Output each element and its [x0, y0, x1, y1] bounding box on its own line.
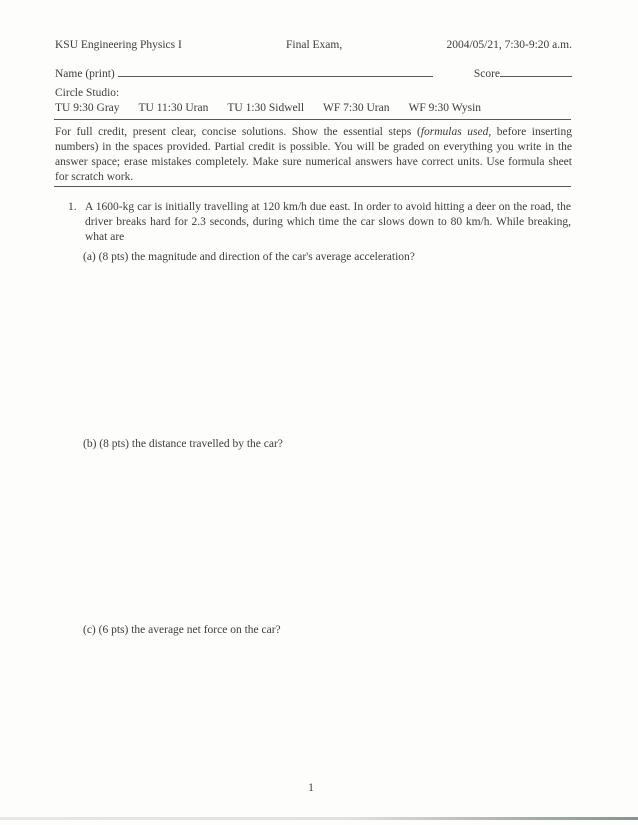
part-question: the magnitude and direction of the car's average acceleration? [131, 251, 415, 263]
studio-option: TU 1:30 Sidwell [227, 102, 305, 114]
instructions-paragraph [55, 125, 572, 185]
part-points: (8 pts) [99, 438, 130, 450]
part-points: (6 pts) [98, 624, 129, 636]
part-label: (c) [83, 624, 96, 636]
section-divider-top [54, 119, 571, 120]
studio-option: WF 7:30 Uran [323, 102, 390, 114]
problem-part-a [83, 250, 571, 265]
section-divider-bottom [54, 186, 571, 187]
exam-datetime: 2004/05/21, 7:30-9:20 a.m. [446, 39, 572, 51]
part-question: the average net force on the car? [131, 624, 281, 636]
course-title: KSU Engineering Physics I [55, 39, 182, 51]
instructions-emphasis: formulas used [420, 126, 489, 138]
problem-part-b [83, 437, 571, 452]
problem-statement: A 1600-kg car is initially travelling at 120 km/h due east. In order to avoid hitting a deer on the road, the driver breaks hard for 2.3 seconds, during which time the car slows down to 80 km/h. While breaking, what are [85, 201, 571, 243]
problem-part-c [83, 623, 571, 638]
identity-row [55, 64, 572, 82]
page-number: 1 [308, 782, 314, 794]
name-label: Name (print) [55, 68, 115, 80]
part-label: (a) [83, 251, 96, 263]
problem-number: 1. [68, 201, 77, 213]
instructions-text-1: For full credit, present clear, concise solutions. Show the essential steps ( [55, 126, 421, 138]
studio-option: TU 11:30 Uran [138, 102, 209, 114]
instructions-text-2: , before inserting numbers) in the spaces provided. Partial credit is possible. You will be graded on everything you write in the answer space; erase mistakes completely. Make sure numerical answers have correct units. Use formula sheet for scratch work. [55, 126, 572, 183]
name-blank-line [118, 64, 433, 77]
header-row [55, 38, 572, 53]
exam-title: Final Exam, [286, 39, 343, 51]
score-label: Score [473, 68, 500, 80]
studio-option: TU 9:30 Gray [55, 102, 120, 114]
score-blank-line [500, 64, 572, 77]
studio-option: WF 9:30 Wysin [408, 102, 482, 114]
scan-artifact-line [0, 817, 638, 820]
part-points: (8 pts) [98, 251, 129, 263]
part-question: the distance travelled by the car? [131, 438, 283, 450]
studio-prompt: Circle Studio: [55, 87, 120, 99]
studio-options-row [55, 101, 572, 116]
part-label: (b) [83, 438, 97, 450]
